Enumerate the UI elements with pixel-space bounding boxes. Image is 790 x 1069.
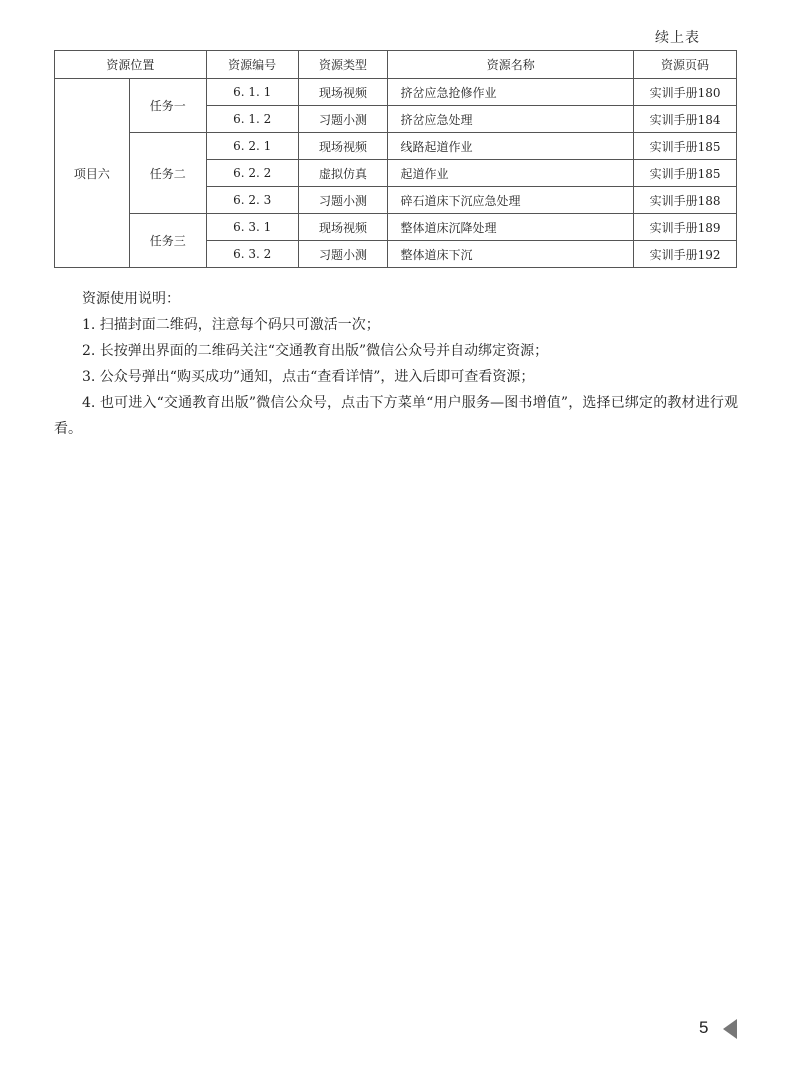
- resource-code: 6. 2. 1: [206, 133, 298, 160]
- table-row: [55, 79, 737, 106]
- resource-title: 起道作业: [388, 160, 634, 187]
- continuation-label: 续上表: [655, 30, 700, 46]
- resource-page: 实训手册192: [634, 241, 737, 268]
- note-item: 3. 公众号弹出“购买成功”通知，点击“查看详情”，进入后即可查看资源；: [82, 369, 535, 385]
- header-name: 资源名称: [388, 51, 634, 79]
- project-cell: 项目六: [55, 79, 130, 268]
- note-item: 4. 也可进入“交通教育出版”微信公众号，点击下方菜单“用户服务—图书增值”，选择已绑定的教材进行观看。: [54, 395, 738, 437]
- resource-page: 实训手册185: [634, 133, 737, 160]
- resource-code: 6. 2. 3: [206, 187, 298, 214]
- resource-type: 习题小测: [298, 106, 388, 133]
- resource-title: 挤岔应急处理: [388, 106, 634, 133]
- header-type: 资源类型: [298, 51, 388, 79]
- resource-code: 6. 1. 1: [206, 79, 298, 106]
- resource-code: 6. 3. 1: [206, 214, 298, 241]
- header-page: 资源页码: [634, 51, 737, 79]
- note-item: 2. 长按弹出界面的二维码关注“交通教育出版”微信公众号并自动绑定资源；: [82, 343, 549, 359]
- table-row: [55, 214, 737, 241]
- task-cell: 任务三: [129, 214, 206, 268]
- resource-code: 6. 2. 2: [206, 160, 298, 187]
- resource-title: 碎石道床下沉应急处理: [388, 187, 634, 214]
- resource-type: 虚拟仿真: [298, 160, 388, 187]
- resource-code: 6. 3. 2: [206, 241, 298, 268]
- usage-notes: [54, 286, 738, 442]
- resource-title: 整体道床沉降处理: [388, 214, 634, 241]
- resource-type: 习题小测: [298, 241, 388, 268]
- resource-page: 实训手册184: [634, 106, 737, 133]
- resource-title: 整体道床下沉: [388, 241, 634, 268]
- task-cell: 任务二: [129, 133, 206, 214]
- page-marker-triangle-icon: [723, 1019, 737, 1039]
- resource-type: 现场视频: [298, 133, 388, 160]
- resource-title: 线路起道作业: [388, 133, 634, 160]
- resource-code: 6. 1. 2: [206, 106, 298, 133]
- resource-type: 现场视频: [298, 214, 388, 241]
- task-cell: 任务一: [129, 79, 206, 133]
- resource-page: 实训手册180: [634, 79, 737, 106]
- table-header-row: [55, 51, 737, 79]
- resource-type: 习题小测: [298, 187, 388, 214]
- header-location: 资源位置: [55, 51, 207, 79]
- resource-page: 实训手册189: [634, 214, 737, 241]
- resource-title: 挤岔应急抢修作业: [388, 79, 634, 106]
- header-code: 资源编号: [206, 51, 298, 79]
- resource-page: 实训手册185: [634, 160, 737, 187]
- resource-type: 现场视频: [298, 79, 388, 106]
- note-item: 1. 扫描封面二维码，注意每个码只可激活一次；: [82, 317, 380, 333]
- table-row: [55, 133, 737, 160]
- notes-heading: 资源使用说明：: [82, 291, 180, 307]
- resource-table: [54, 50, 737, 268]
- page-number: 5: [699, 1018, 709, 1037]
- resource-page: 实训手册188: [634, 187, 737, 214]
